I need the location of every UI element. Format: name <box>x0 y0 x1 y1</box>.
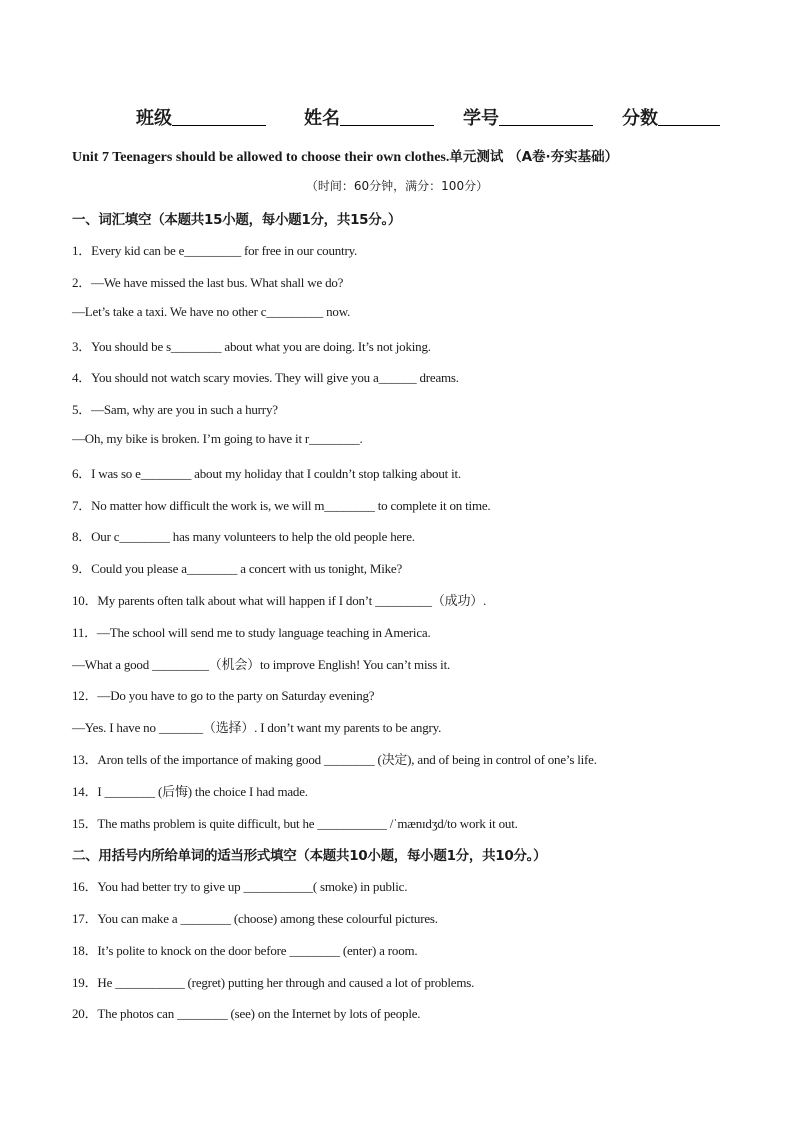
student-id-blank[interactable] <box>499 107 593 126</box>
question-line: 12．—Do you have to go to the party on Saturday evening? <box>72 688 375 703</box>
question-line: 3．You should be s________ about what you are doing. It’s not joking. <box>72 339 431 354</box>
question-line: 15．The maths problem is quite difficult, but he ___________ /ˈmænɪdʒd/to work it out. <box>72 816 518 831</box>
question-line: —Oh, my bike is broken. I’m going to have it r________. <box>72 431 363 446</box>
class-field <box>136 104 266 130</box>
question-line: 20．The photos can ________ (see) on the Internet by lots of people. <box>72 1006 421 1021</box>
question-line: 19．He ___________ (regret) putting her through and caused a lot of problems. <box>72 975 475 990</box>
section-heading-2: 二、用括号内所给单词的适当形式填空（本题共10小题，每小题1分，共10分。） <box>72 848 547 864</box>
test-title <box>72 145 732 166</box>
class-blank[interactable] <box>172 107 266 126</box>
test-title-cn: 单元测试 （A卷·夯实基础） <box>449 149 619 165</box>
time-score-info: （时间：60分钟，满分：100分） <box>305 179 489 193</box>
class-label: 班级 <box>136 108 172 129</box>
question-line: 9．Could you please a________ a concert with us tonight, Mike? <box>72 561 403 576</box>
question-line: 8．Our c________ has many volunteers to help the old people here. <box>72 529 415 544</box>
question-line: 17．You can make a ________ (choose) among these colourful pictures. <box>72 911 438 926</box>
question-line: 1．Every kid can be e_________ for free in our country. <box>72 243 358 258</box>
question-line: 7．No matter how difficult the work is, we will m________ to complete it on time. <box>72 498 491 513</box>
question-line: 11．—The school will send me to study language teaching in America. <box>72 625 431 640</box>
question-line: 16．You had better try to give up ___________( smoke) in public. <box>72 879 408 894</box>
question-line: 6．I was so e________ about my holiday that I couldn’t stop talking about it. <box>72 466 461 481</box>
score-label: 分数 <box>622 108 658 129</box>
name-label: 姓名 <box>304 108 340 129</box>
section-heading-1: 一、词汇填空（本题共15小题，每小题1分，共15分。） <box>72 212 402 228</box>
student-info-header <box>0 104 794 130</box>
question-line: 14．I ________ (后悔) the choice I had made. <box>72 784 308 799</box>
question-line: —Yes. I have no _______（选择）. I don’t want my parents to be angry. <box>72 720 442 735</box>
question-line: 10．My parents often talk about what will happen if I don’t _________（成功）. <box>72 593 487 608</box>
score-field <box>622 104 720 130</box>
question-line: 18．It’s polite to knock on the door before ________ (enter) a room. <box>72 943 418 958</box>
question-line: 2．—We have missed the last bus. What shall we do? <box>72 275 344 290</box>
test-title-en: Unit 7 Teenagers should be allowed to choose their own clothes. <box>72 150 450 165</box>
student-id-label: 学号 <box>463 108 499 129</box>
question-line: —Let’s take a taxi. We have no other c_________ now. <box>72 304 351 319</box>
name-field <box>304 104 434 130</box>
student-id-field <box>463 104 593 130</box>
question-line: 13．Aron tells of the importance of making good ________ (决定), and of being in control of one’s life. <box>72 752 597 767</box>
score-blank[interactable] <box>658 107 720 126</box>
name-blank[interactable] <box>340 107 434 126</box>
question-line: 4．You should not watch scary movies. They will give you a______ dreams. <box>72 370 459 385</box>
question-line: 5．—Sam, why are you in such a hurry? <box>72 402 278 417</box>
question-line: —What a good _________（机会）to improve English! You can’t miss it. <box>72 657 451 672</box>
